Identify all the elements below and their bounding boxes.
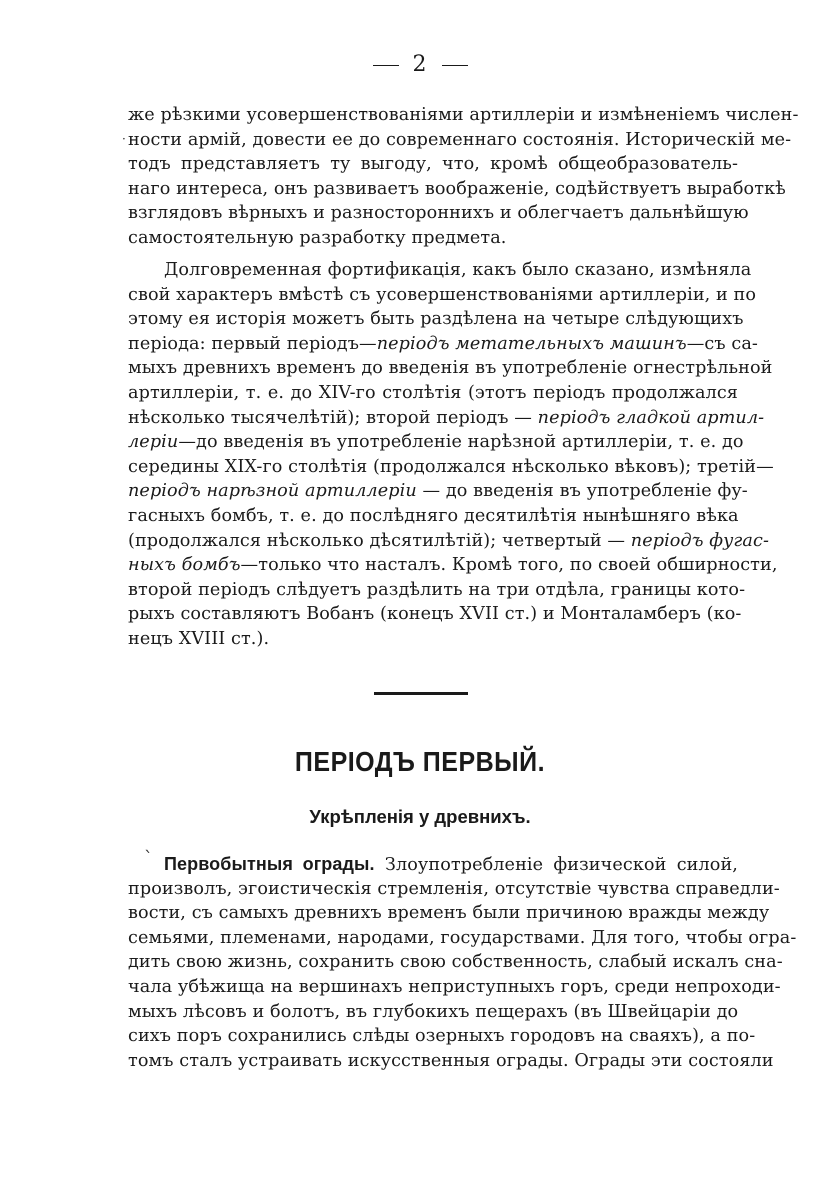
text-run: — до введенія въ употребленіе фу-: [416, 481, 748, 502]
text-line: [128, 332, 758, 357]
section-divider-rule: [374, 692, 468, 695]
runin-heading: Первобытныя ограды.: [164, 854, 375, 874]
period-term-italic: леріи: [128, 432, 179, 453]
stray-mark: `: [144, 848, 153, 869]
text-run: —до введенія въ употребленіе нарѣзной артиллеріи, т. е. до: [178, 432, 744, 453]
text-line: рыхъ составляютъ Вобанъ (конецъ XVII ст.) и Монталамберъ (ко-: [128, 604, 742, 625]
text-line: свой характеръ вмѣстѣ съ усовершенствованіями артиллеріи, и по: [128, 284, 757, 305]
text-line: семьями, племенами, народами, государствами. Для того, чтобы огра-: [128, 927, 797, 948]
period-term-italic: періодъ фугас-: [630, 530, 770, 551]
text-line: второй періодъ слѣдуетъ раздѣлить на три отдѣла, границы кото-: [128, 579, 746, 600]
text-line: вости, съ самыхъ древнихъ временъ были причиною вражды между: [128, 903, 770, 924]
text-line: [128, 529, 770, 554]
text-line: этому ея исторія можетъ быть раздѣлена на четыре слѣдующихъ: [128, 309, 744, 330]
paragraph-periods: [128, 258, 778, 652]
text-line: нецъ XVIII ст.).: [128, 628, 270, 649]
text-line: мыхъ древнихъ временъ до введенія въ употребленіе огнестрѣльной: [128, 358, 773, 379]
text-line: томъ сталъ устраивать искусственныя ограды. Ограды эти состояли: [128, 1050, 774, 1071]
page-number-value: 2: [412, 52, 428, 77]
page-number: [0, 52, 840, 77]
text-line: середины XIX-го столѣтія (продолжался нѣсколько вѣковъ); третій—: [128, 456, 774, 477]
text-line: мыхъ лѣсовъ и болотъ, въ глубокихъ пещерахъ (въ Швейцаріи до: [128, 1001, 739, 1022]
text-line: дить свою жизнь, сохранить свою собственность, слабый искалъ сна-: [128, 952, 783, 973]
text-line: артиллеріи, т. е. до XIV-го столѣтія (этотъ періодъ продолжался: [128, 382, 738, 403]
page-number-dash-right: [442, 65, 468, 66]
text-line: произволъ, эгоистическія стремленія, отсутствіе чувства справедли-: [128, 878, 780, 899]
text-line: [128, 553, 778, 578]
text-line: [128, 406, 765, 431]
text-line: Долговременная фортификація, какъ было сказано, измѣняла: [164, 260, 752, 280]
text-line: чала убѣжища на вершинахъ неприступныхъ горъ, среди непроходи-: [128, 976, 781, 997]
page-number-dash-left: [373, 65, 399, 66]
section-subheading: Укрѣпленія у древнихъ.: [309, 806, 531, 827]
text-line: [128, 430, 744, 455]
period-term-italic: періодъ метательныхъ машинъ: [376, 333, 687, 354]
stray-mark: ·: [122, 132, 126, 146]
text-line: [128, 852, 738, 877]
text-run: —только что насталъ. Кромѣ того, по своей обширности,: [240, 555, 778, 576]
text-line: же рѣзкими усовершенствованіями артиллеріи и измѣненіемъ числен-: [128, 105, 799, 125]
text-line: сихъ поръ сохранились слѣды озерныхъ городовъ на сваяхъ), а по-: [128, 1026, 756, 1047]
section-heading: ПЕРІОДЪ ПЕРВЫЙ.: [294, 746, 546, 778]
text-line: взглядовъ вѣрныхъ и разностороннихъ и облегчаетъ дальнѣйшую: [128, 203, 749, 224]
text-run: Злоупотребленіе физической силой,: [374, 855, 738, 875]
text-line: тодъ представляетъ ту выгоду, что, кромѣ общеобразователь-: [128, 154, 738, 175]
paragraph-intro-continuation: [128, 103, 799, 251]
text-run: нѣсколько тысячелѣтій); второй періодъ —: [128, 407, 538, 428]
text-line: ности армій, довести ее до современнаго состоянія. Историческій ме-: [128, 129, 792, 150]
text-line: самостоятельную разработку предмета.: [128, 227, 507, 248]
text-line: гасныхъ бомбъ, т. е. до послѣдняго десятилѣтія нынѣшняго вѣка: [128, 505, 739, 526]
text-run: —съ са-: [686, 333, 758, 354]
period-term-italic: періодъ гладкой артил-: [537, 407, 765, 428]
period-term-italic: ныхъ бомбъ: [128, 555, 241, 576]
text-run: періода: первый періодъ—: [128, 333, 377, 354]
text-run: (продолжался нѣсколько дѣсятилѣтій); четвертый —: [128, 530, 631, 551]
text-line: [128, 479, 748, 504]
paragraph-primitive-enclosures: [128, 852, 797, 1073]
text-line: наго интереса, онъ развиваетъ воображеніе, содѣйствуетъ выработкѣ: [128, 178, 786, 199]
period-term-italic: періодъ нарѣзной артиллеріи: [128, 481, 417, 502]
